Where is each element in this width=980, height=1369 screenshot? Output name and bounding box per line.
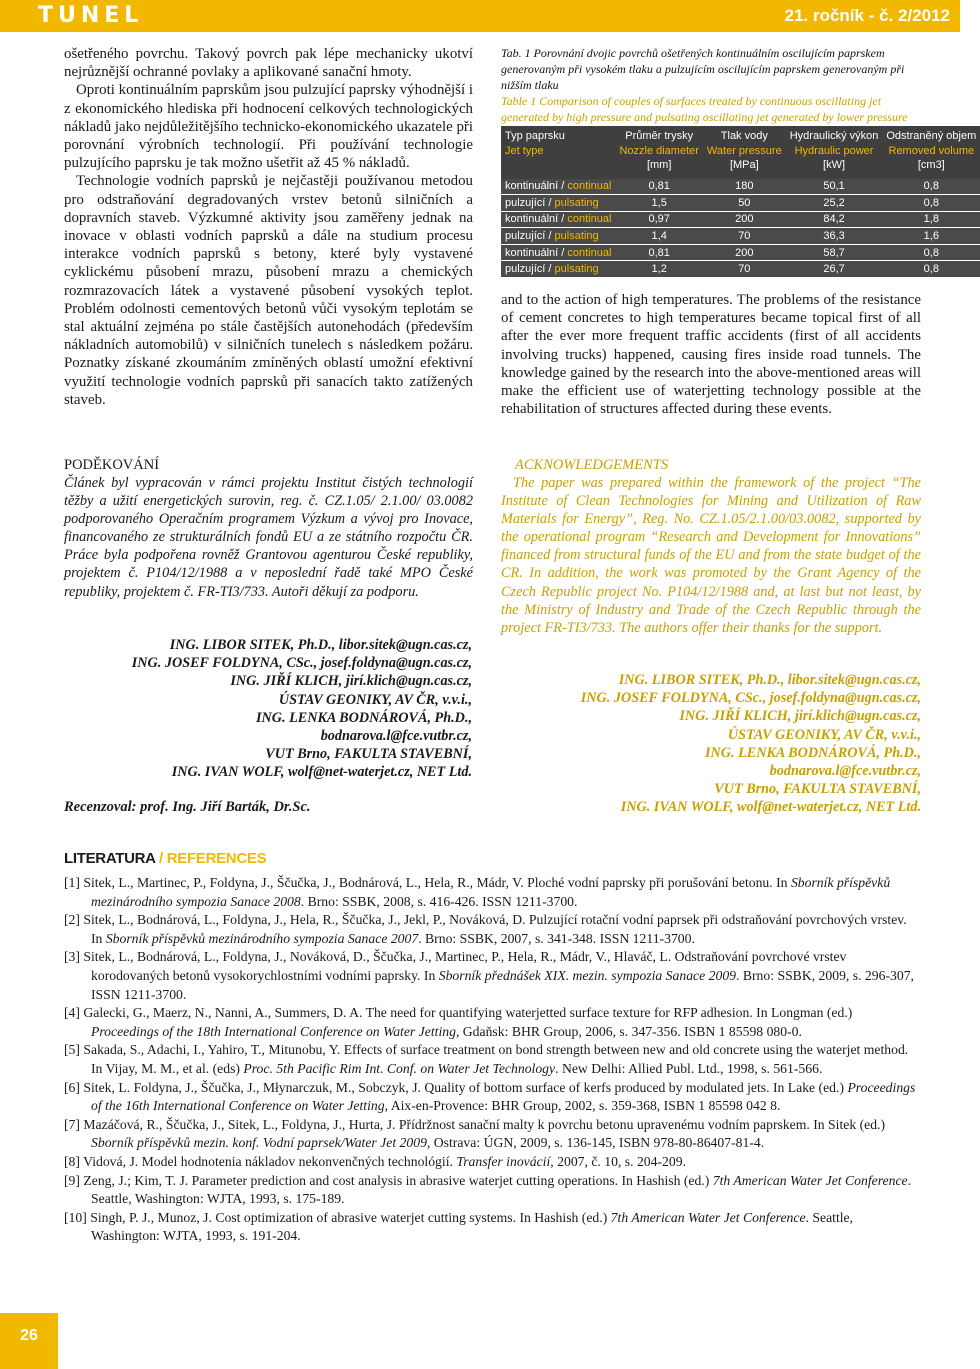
reference-text: [9] Zeng, J.; Kim, T. J. Parameter prediction and cost analysis in abrasive waterjet cutting operations. In Hashish (ed.)	[64, 1172, 713, 1188]
authors-cz	[64, 636, 472, 782]
authors-en	[501, 671, 921, 817]
journal-logo: TUNEL	[38, 3, 144, 28]
table-header-cell: Nozzle diameter	[619, 144, 699, 157]
table-cell-d: 1,2	[615, 261, 702, 278]
reference-item	[64, 1172, 916, 1209]
table-cell-jet-type	[501, 228, 615, 245]
reference-source: 7th American Water Jet Conference	[610, 1209, 806, 1225]
table-header-cell: [MPa]	[729, 159, 759, 172]
table-header-cell: Water pressure	[706, 144, 782, 157]
table-cell-pw: 84,2	[786, 211, 883, 228]
reference-text: [1] Sitek, L., Martinec, P., Foldyna, J., Ščučka, J., Bodnárová, L., Hela, R., Mádr, V. Ploché vodní paprsky při porušování betonu. In	[64, 875, 791, 890]
table-cell-jet-type	[501, 179, 615, 195]
table-row	[501, 179, 980, 195]
data-table-wrap	[501, 126, 980, 278]
right-column	[501, 291, 921, 418]
ack-text-cz: Článek byl vypracován v rámci projektu Institut čistých technologií těžby a užití energetických surovin, reg. č. CZ.1.05/ 2.1.00/ 03.0082 podporovaného Operačním programem Výzkum a vývoj pro Inovace, financovaného ze strukturálních fondů EU a ze státního rozpočtu ČR. Práce byla podpořena rovněž Grantovou agenturou České republiky, projektem č. P104/12/1988 a v neposlední řadě také MPO České republiky, projektem č. FR-TI3/733. Autoři děkují za podporu.	[64, 475, 473, 600]
reference-item	[64, 1079, 916, 1116]
author-line: ING. JOSEF FOLDYNA, CSc., josef.foldyna@ugn.cas.cz,	[580, 690, 921, 707]
reference-details: . Brno: SSBK, 2009, s. 296-307, ISSN 1211-3700.	[91, 967, 914, 1002]
header-bar	[0, 0, 960, 32]
page-number: 26	[20, 1327, 38, 1344]
left-column	[64, 45, 473, 409]
reference-details: . Seattle, Washington: WJTA, 1993, s. 175-189.	[91, 1172, 912, 1207]
author-line: ING. LENKA BODNÁROVÁ, Ph.D.,	[255, 709, 472, 726]
table-header-cell: Typ paprsku	[505, 130, 565, 143]
left-paragraph-3: Technologie vodních paprsků je nejčastěji používanou metodou pro odstraňování degradovaných vrstev betonů silničních a dopravních staveb. Výzkumné aktivity jsou zaměřeny jednak na inovace v oblasti vodních paprsků a dále na studium procesu interakce vodních paprsků s betony, které byly vystavené cyklickému působení mrazu, působení mrazu a chemických rozmrazovacích látek a vystavené působení vysokých teplot. Problém odolnosti cementových betonů vůči vysokým teplotám se stal aktuální zejména po stále častějších autonehodách (především nákladních automobilů) v silničních tunelech s následkem požáru. Poznatky získané zkoumáním zmíněných oblastí umožní efektivní využití technologie vodních paprsků při sanacích takto zatížených staveb.	[64, 173, 473, 408]
ack-text-en: The paper was prepared within the framework of the project “The Institute of Clean Technologies for Mining and Utilization of Raw Materials for Energy”, Reg. No. CZ.1.05/2.1.00/03.0082, supported by the operational program “Research and Development for Innovations” financed from structural funds of the EU and from the state budget of the CR. In addition, the work was promoted by the Grant Agency of the Czech Republic project No. P104/12/1988 and, at last but not least, by the Ministry of Industry and Trade of the Czech Republic through the project FR-TI3/733. The authors offer their thanks for the support.	[501, 475, 921, 636]
reference-item	[64, 948, 916, 1004]
reference-source: Proceedings of the 16th International Conference on Water Jetting	[91, 1079, 916, 1114]
ack-title-en: ACKNOWLEDGEMENTS	[515, 457, 669, 473]
jet-type-slash: /	[545, 230, 555, 243]
author-line: ING. IVAN WOLF, wolf@net-waterjet.cz, NET Ltd.	[620, 799, 921, 816]
author-line: VUT Brno, FAKULTA STAVEBNÍ,	[265, 746, 472, 763]
reference-details: , Ostrava: ÚGN, 2009, s. 136-145, ISBN 978-80-86407-81-4.	[426, 1135, 765, 1151]
table-cell-v: 0,8	[882, 244, 980, 261]
table-header-cell: [kW]	[823, 159, 846, 172]
table-cell-jet-type	[501, 195, 615, 212]
reference-text: [2] Sitek, L., Bodnárová, L., Foldyna, J., Hela, R., Ščučka, J., Jekl, P., Nováková, D. Pulzující rotační vodní paprsek při odstraňování povrchových vrstev. In	[64, 912, 907, 946]
reference-source: Transfer inovácií	[456, 1153, 551, 1169]
left-paragraph-1: ošetřeného povrchu. Takový povrch pak lépe mechanicky ukotví nejrůznější ochranné povlaky a aplikované sanační hmoty.	[64, 46, 473, 81]
author-line: ING. JIŘÍ KLICH, jirí.klich@ugn.cas.cz,	[230, 673, 472, 690]
reference-details: , Aix-en-Provence: BHR Group, 2002, s. 359-368, ISBN 1 85598 042 8.	[384, 1098, 781, 1114]
table-cell-p: 70	[703, 228, 786, 245]
reference-source: Sborník přednášek XIX. mezin. sympozia Sanace 2009	[438, 967, 737, 983]
author-line: ING. LIBOR SITEK, Ph.D., libor.sitek@ugn.cas.cz,	[169, 637, 472, 653]
author-line: ING. JOSEF FOLDYNA, CSc., josef.foldyna@ugn.cas.cz,	[131, 655, 472, 672]
reference-text: [7] Mazáčová, R., Ščučka, J., Sitek, L., Foldyna, J., Hurta, J. Přídržnost sanační malty k povrchu betonu upravenému vodním paprskem. In Sitek (ed.)	[64, 1116, 886, 1132]
table-row	[501, 195, 980, 212]
table-cell-pw: 58,7	[786, 244, 883, 261]
jet-type-en: pulsating	[554, 230, 599, 243]
table-cell-d: 1,4	[615, 228, 702, 245]
literature-title-separator: /	[155, 850, 167, 867]
table-cell-p: 70	[703, 261, 786, 278]
table-cell-jet-type	[501, 261, 615, 278]
table-header-cell: [cm3]	[917, 159, 945, 172]
acknowledgement-cz	[64, 456, 473, 601]
table-header-cell: Tlak vody	[720, 130, 768, 143]
author-line: ING. LIBOR SITEK, Ph.D., libor.sitek@ugn.cas.cz,	[618, 672, 921, 688]
table-header-cell: Jet type	[505, 144, 544, 157]
author-line: bodnarova.l@fce.vutbr.cz,	[320, 728, 472, 745]
author-line: ING. JIŘÍ KLICH, jirí.klich@ugn.cas.cz,	[679, 708, 921, 725]
issue-label: 21. ročník - č. 2/2012	[784, 6, 950, 25]
jet-type-cz: kontinuální	[505, 213, 559, 226]
table-cell-p: 200	[703, 244, 786, 261]
reference-item	[64, 911, 916, 948]
reference-text: [4] Galecki, G., Maerz, N., Nanni, A., Summers, D. A. The need for quantifying waterjetted surface texture for RFP adhesion. In Longman (ed.)	[64, 1005, 853, 1021]
reference-details: , 2007, č. 10, s. 204-209.	[550, 1153, 687, 1169]
table-cell-d: 1,5	[615, 195, 702, 212]
jet-type-cz: kontinuální	[505, 180, 559, 193]
jet-type-en: continual	[567, 180, 612, 193]
literature-title	[64, 850, 266, 867]
reference-item	[64, 1041, 916, 1078]
table-header-cell: Průměr trysky	[625, 130, 694, 143]
jet-type-cz: pulzující	[505, 263, 546, 276]
jet-type-slash: /	[558, 213, 568, 226]
table-cell-v: 1,6	[882, 228, 980, 245]
literature-title-cz: LITERATURA	[64, 850, 156, 867]
author-line: ÚSTAV GEONIKY, AV ČR, v.v.i.,	[727, 726, 921, 743]
reference-text: [3] Sitek, L., Bodnárová, L., Foldyna, J., Nováková, D., Ščučka, J., Martinec, P., Hela, R., Mádr, V., Hlaváč, L. Odstraňování povrchové vrstev korodovaných betonů vysokorychlostními vodními paprsky. In	[64, 949, 847, 983]
jet-type-en: continual	[567, 213, 612, 226]
table-caption-en: Table 1 Comparison of couples of surfaces treated by continuous oscillating jet generated by high pressure and pulsating oscillating jet generated by lower pressure	[501, 94, 908, 124]
reference-item	[64, 874, 916, 911]
jet-type-slash: /	[545, 263, 555, 276]
reference-details: . New Delhi: Allied Publ. Ltd., 1998, s. 561-566.	[555, 1060, 823, 1076]
reference-details: . Brno: SSBK, 2007, s. 341-348. ISSN 1211-3700.	[418, 930, 695, 946]
jet-type-cz: kontinuální	[505, 246, 559, 259]
jet-type-en: pulsating	[554, 263, 599, 276]
author-line: bodnarova.l@fce.vutbr.cz,	[769, 763, 921, 780]
table-cell-pw: 36,3	[786, 228, 883, 245]
table-header-row	[501, 158, 980, 179]
table-header-cell	[501, 158, 615, 179]
table-row	[501, 244, 980, 261]
reference-source: Proc. 5th Pacific Rim Int. Conf. on Water Jet Technology	[243, 1060, 556, 1076]
table-header-cell: [mm]	[646, 159, 672, 172]
jet-type-en: continual	[567, 246, 612, 259]
reference-source: Sborník příspěvků mezinárodního sympozia Sanace 2008	[91, 875, 891, 909]
table-caption	[501, 45, 921, 125]
table-cell-jet-type	[501, 211, 615, 228]
reference-list	[64, 874, 916, 1246]
jet-type-cz: pulzující	[505, 230, 546, 243]
literature-title-en: REFERENCES	[166, 850, 267, 867]
reference-text: [10] Singh, P. J., Munoz, J. Cost optimization of abrasive waterjet cutting systems. In Hashish (ed.)	[64, 1209, 611, 1225]
reference-text: [5] Sakada, S., Adachi, I., Yahiro, T., Mitunobu, Y. Effects of surface treatment on bond strength between new and old concrete using the waterjet method. In Vijay, M. M., et al. (eds)	[64, 1042, 909, 1076]
reference-item	[64, 1153, 916, 1172]
table-cell-d: 0,81	[615, 179, 702, 195]
table-cell-jet-type	[501, 244, 615, 261]
data-table	[501, 126, 980, 278]
table-cell-v: 0,8	[882, 195, 980, 212]
author-line: ING. IVAN WOLF, wolf@net-waterjet.cz, NET Ltd.	[171, 764, 472, 781]
jet-type-slash: /	[545, 196, 555, 209]
table-cell-pw: 50,1	[786, 179, 883, 195]
reference-source: Sborník příspěvků mezinárodního sympozia Sanace 2007	[105, 930, 419, 946]
table-cell-pw: 26,7	[786, 261, 883, 278]
jet-type-en: pulsating	[554, 196, 599, 209]
table-row	[501, 228, 980, 245]
reference-item	[64, 1209, 916, 1246]
reference-details: . Brno: SSBK, 2008, s. 416-426. ISSN 1211-3700.	[300, 893, 578, 909]
ack-title-cz: PODĚKOVÁNÍ	[64, 457, 160, 473]
reference-item	[64, 1004, 916, 1041]
table-caption-cz: Tab. 1 Porovnání dvojic povrchů ošetřených kontinuálním oscilujícím paprskem generovaným při vysokém tlaku a pulzujícím oscilujícím paprskem generovaným při nižším tlaku	[501, 46, 905, 92]
author-line: VUT Brno, FAKULTA STAVEBNÍ,	[714, 781, 921, 798]
table-header-row	[501, 144, 980, 159]
table-row	[501, 211, 980, 228]
table-header-cell: Removed volume	[888, 144, 975, 157]
acknowledgement-en	[501, 456, 921, 637]
right-paragraph-1: and to the action of high temperatures. The problems of the resistance of cement concretes to high temperatures became topical first of all after the ever more frequent traffic accidents (first of all accidents involving trucks) happened, causing fires inside road tunnels. The knowledge gained by the research into the above-mentioned areas will make the efficient use of waterjetting technology possible at the rehabilitation of structures affected during these events.	[501, 292, 921, 418]
reference-text: [8] Vidová, J. Model hodnotenia nákladov nekonvenčných technológií.	[64, 1153, 457, 1169]
table-cell-pw: 25,2	[786, 195, 883, 212]
reference-source: Sborník příspěvků mezin. konf. Vodní paprsek/Water Jet 2009	[91, 1135, 427, 1151]
jet-type-cz: pulzující	[505, 196, 546, 209]
reference-source: Proceedings of the 18th International Conference on Water Jetting	[91, 1023, 456, 1039]
table-cell-v: 0,8	[882, 179, 980, 195]
reference-item	[64, 1116, 916, 1153]
reference-details: , Gdaňsk: BHR Group, 2006, s. 347-356. ISBN 1 85598 080-0.	[455, 1023, 802, 1039]
author-line: ING. LENKA BODNÁROVÁ, Ph.D.,	[704, 744, 921, 761]
reference-source: 7th American Water Jet Conference	[712, 1172, 908, 1188]
table-header-row	[501, 126, 980, 144]
table-cell-v: 1,8	[882, 211, 980, 228]
reviewer-line: Recenzoval: prof. Ing. Jiří Barták, Dr.Sc.	[64, 799, 311, 815]
table-row	[501, 261, 980, 278]
table-header-cell: Hydraulický výkon	[789, 130, 879, 143]
table-header-cell: Odstraněný objem	[886, 130, 977, 143]
jet-type-slash: /	[558, 246, 568, 259]
left-paragraph-2: Oproti kontinuálním paprskům jsou pulzující paprsky výhodnější i z ekonomického hlediska při hodnocení celkových technologických nákladů jako nejdůležitějšího technicko-ekonomického ukazatele při porovnání výrobních technologií. Při používání technologie pulzujícího paprsku je tak možno ušetřit až 45 % nákladů.	[64, 82, 473, 172]
jet-type-slash: /	[558, 180, 568, 193]
reference-details: . Seattle, Washington: WJTA, 1993, s. 191-204.	[91, 1209, 854, 1244]
author-line: ÚSTAV GEONIKY, AV ČR, v.v.i.,	[278, 691, 472, 708]
reference-text: [6] Sitek, L. Foldyna, J., Ščučka, J., Młynarczuk, M., Sobczyk, J. Quality of bottom surface of kerfs produced by modulated jets. In Lake (ed.)	[64, 1079, 848, 1095]
table-cell-d: 0,81	[615, 244, 702, 261]
table-cell-p: 50	[703, 195, 786, 212]
table-cell-p: 180	[703, 179, 786, 195]
table-cell-v: 0,8	[882, 261, 980, 278]
table-cell-d: 0,97	[615, 211, 702, 228]
table-cell-p: 200	[703, 211, 786, 228]
table-header-cell: Hydraulic power	[794, 144, 874, 157]
